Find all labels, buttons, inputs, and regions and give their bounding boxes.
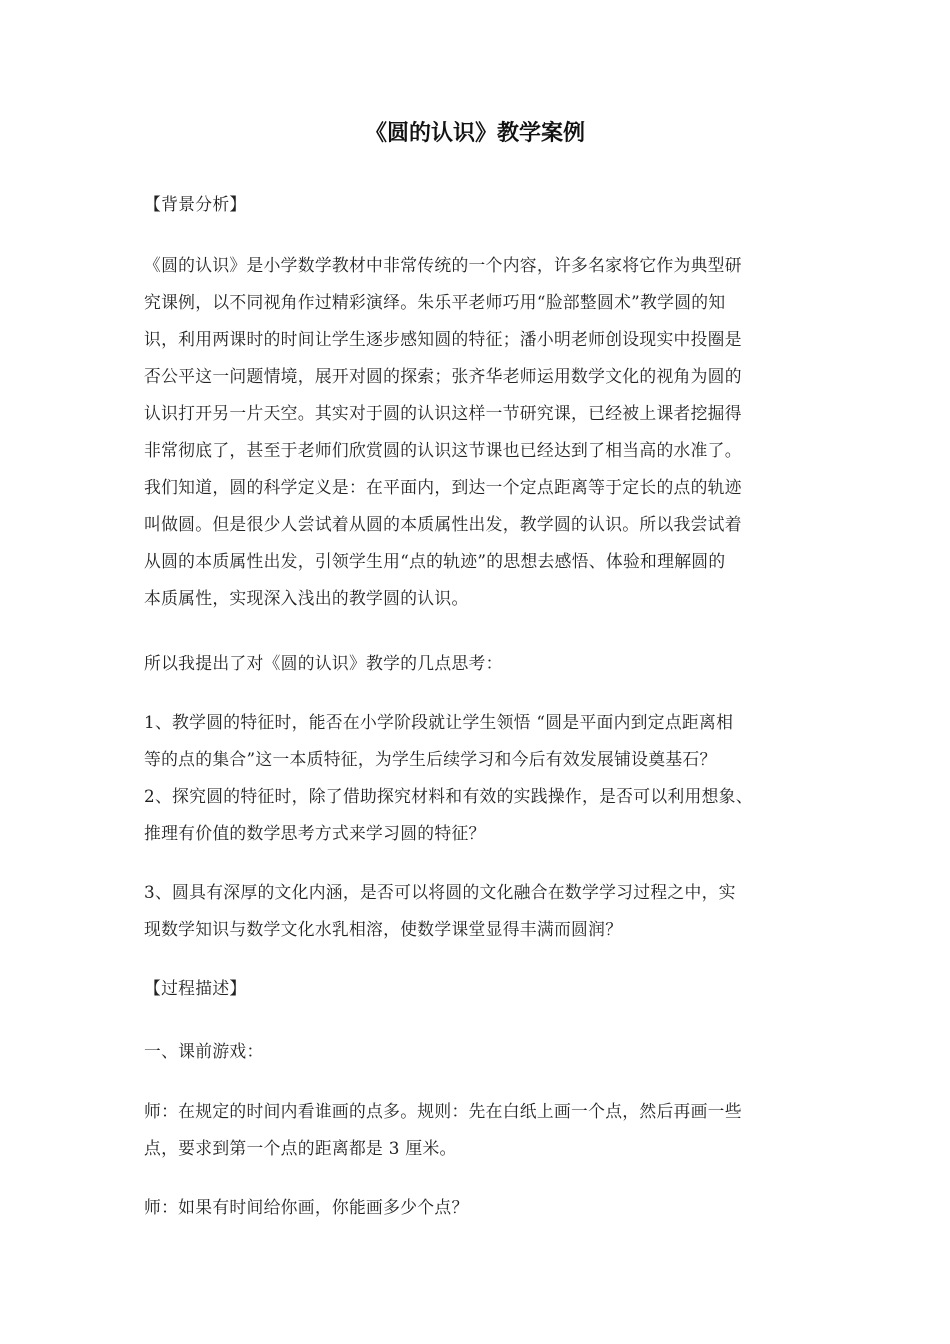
- paragraph-line: 认识打开另一片天空。其实对于圆的认识这样一节研究课，已经被上课者挖掘得: [144, 403, 742, 423]
- paragraph-teacher-rules: [144, 1093, 812, 1167]
- paragraph-line: 识，利用两课时的时间让学生逐步感知圆的特征；潘小明老师创设现实中投圈是: [144, 329, 742, 349]
- heading-text: 【过程描述】: [144, 978, 247, 998]
- paragraph-line: 本质属性，实现深入浅出的教学圆的认识。: [144, 588, 469, 608]
- paragraph-line: 一、课前游戏：: [144, 1041, 264, 1061]
- paragraph-line: 现数学知识与数学文化水乳相溶，使数学课堂显得丰满而圆润？: [144, 919, 623, 939]
- paragraph-line: 1、教学圆的特征时，能否在小学阶段就让学生领悟 “圆是平面内到定点距离相: [144, 712, 734, 732]
- document-title: 《圆的认识》教学案例: [364, 121, 585, 146]
- paragraph-question-3: [144, 874, 812, 948]
- section-heading-process: [144, 970, 812, 1007]
- paragraph-line: 究课例，以不同视角作过精彩演绎。朱乐平老师巧用“脸部整圆术”教学圆的知: [144, 292, 726, 312]
- paragraph-teacher-question: [144, 1189, 812, 1226]
- paragraph-reflection-intro: [144, 645, 812, 682]
- section-heading-background: [144, 186, 812, 223]
- subsection-heading-warmup: [144, 1033, 812, 1070]
- paragraph-line: 3、圆具有深厚的文化内涵，是否可以将圆的文化融合在数学学习过程之中，实: [144, 882, 736, 902]
- paragraph-background-analysis: [144, 247, 812, 617]
- paragraph-line: 《圆的认识》是小学数学教材中非常传统的一个内容，许多名家将它作为典型研: [144, 255, 742, 275]
- paragraph-line: 师：在规定的时间内看谁画的点多。规则：先在白纸上画一个点，然后再画一些: [144, 1101, 742, 1121]
- paragraph-line: 从圆的本质属性出发，引领学生用“点的轨迹”的思想去感悟、体验和理解圆的: [144, 551, 726, 571]
- paragraph-line: 等的点的集合”这一本质特征，为学生后续学习和今后有效发展铺设奠基石？: [144, 749, 717, 769]
- paragraph-questions-1-2: [144, 704, 812, 852]
- paragraph-line: 否公平这一问题情境，展开对圆的探索；张齐华老师运用数学文化的视角为圆的: [144, 366, 742, 386]
- paragraph-line: 我们知道，圆的科学定义是：在平面内，到达一个定点距离等于定长的点的轨迹: [144, 477, 742, 497]
- paragraph-line: 叫做圆。但是很少人尝试着从圆的本质属性出发，教学圆的认识。所以我尝试着: [144, 514, 742, 534]
- paragraph-line: 2、探究圆的特征时，除了借助探究材料和有效的实践操作，是否可以利用想象、: [144, 786, 753, 806]
- heading-text: 【背景分析】: [144, 194, 247, 214]
- paragraph-line: 师：如果有时间给你画，你能画多少个点？: [144, 1197, 469, 1217]
- paragraph-line: 非常彻底了，甚至于老师们欣赏圆的认识这节课也已经达到了相当高的水准了。: [144, 440, 742, 460]
- paragraph-line: 所以我提出了对《圆的认识》教学的几点思考：: [144, 653, 503, 673]
- paragraph-line: 推理有价值的数学思考方式来学习圆的特征？: [144, 823, 486, 843]
- paragraph-line: 点，要求到第一个点的距离都是 3 厘米。: [144, 1138, 457, 1158]
